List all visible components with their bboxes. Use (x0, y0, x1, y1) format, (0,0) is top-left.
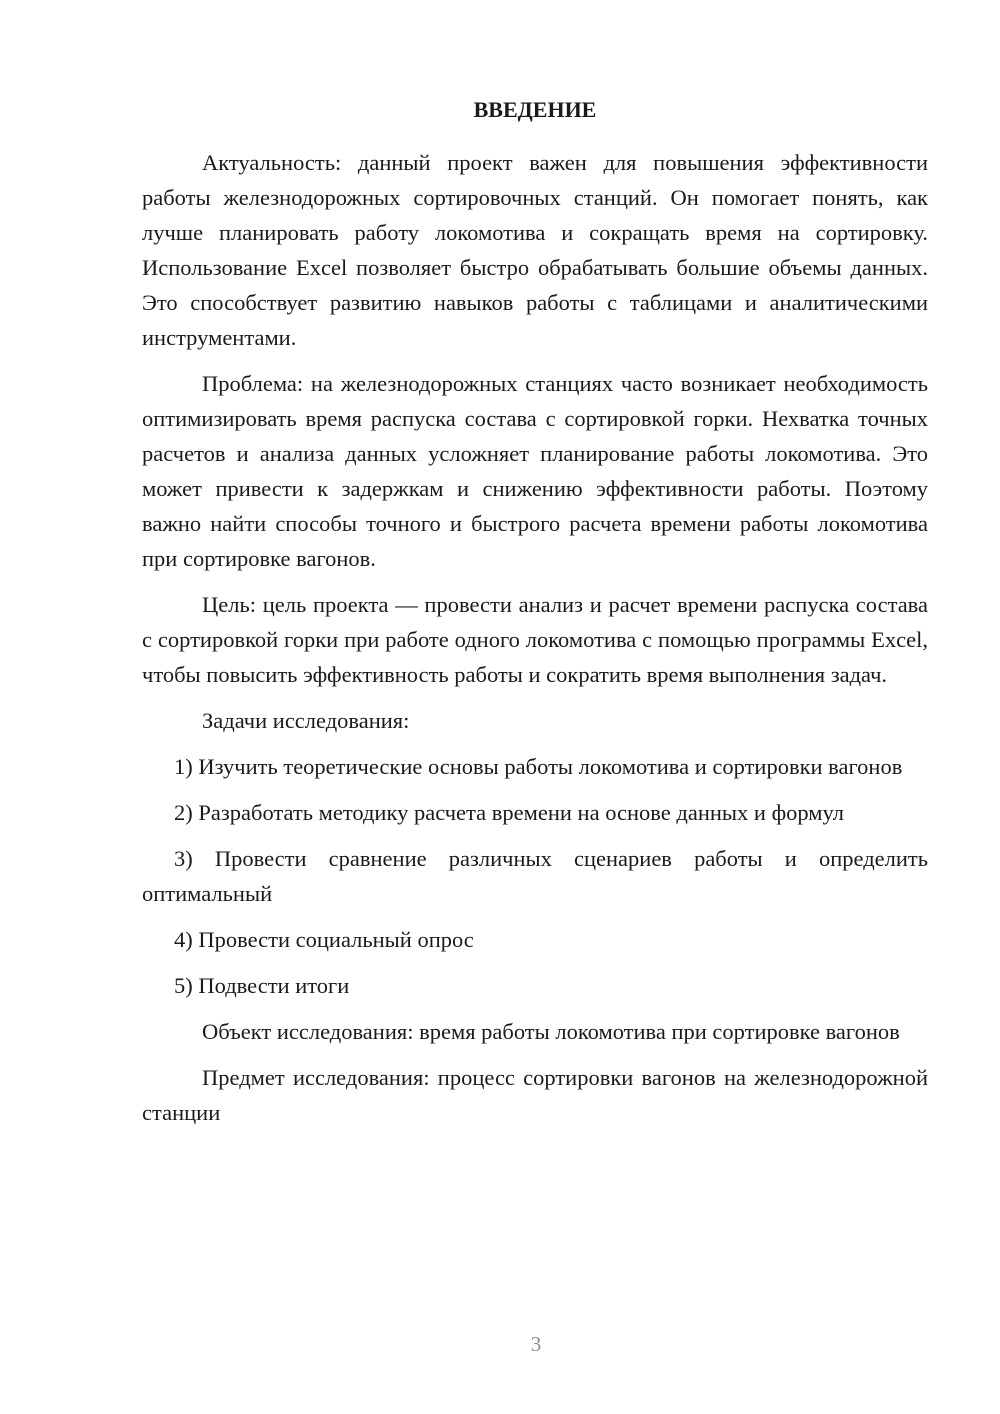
task-item-2: 2) Разработать методику расчета времени на основе данных и формул (174, 800, 845, 825)
paragraph-tasks-heading: Задачи исследования: (202, 708, 410, 733)
task-item-3: 3) Провести сравнение различных сценариев работы и определить оптимальный (142, 846, 928, 906)
paragraph-object: Объект исследования: время работы локомотива при сортировке вагонов (202, 1019, 900, 1044)
task-item-1: 1) Изучить теоретические основы работы локомотива и сортировки вагонов (174, 754, 903, 779)
task-item-5: 5) Подвести итоги (174, 973, 350, 998)
document-title: ВВЕДЕНИЕ (473, 97, 597, 122)
paragraph-goal: Цель: цель проекта — провести анализ и расчет времени распуска состава с сортировкой горки при работе одного локомотива с помощью программы Excel, чтобы повысить эффективность работы и сократить время выполнения задач. (142, 592, 928, 687)
page-number: 3 (530, 1332, 542, 1356)
paragraph-subject: Предмет исследования: процесс сортировки вагонов на железнодорожной станции (142, 1065, 928, 1125)
document-page (142, 92, 928, 1141)
task-item-4: 4) Провести социальный опрос (174, 927, 474, 952)
paragraph-relevance: Актуальность: данный проект важен для повышения эффективности работы железнодорожных сортировочных станций. Он помогает понять, как лучше планировать работу локомотива и сокращать время на сортировку. Использование Excel позволяет быстро обрабатывать большие объемы данных. Это способствует развитию навыков работы с таблицами и аналитическими инструментами. (142, 150, 928, 350)
paragraph-problem: Проблема: на железнодорожных станциях часто возникает необходимость оптимизировать время распуска состава с сортировкой горки. Нехватка точных расчетов и анализа данных усложняет планирование работы локомотива. Это может привести к задержкам и снижению эффективности работы. Поэтому важно найти способы точного и быстрого расчета времени работы локомотива при сортировке вагонов. (142, 371, 928, 571)
